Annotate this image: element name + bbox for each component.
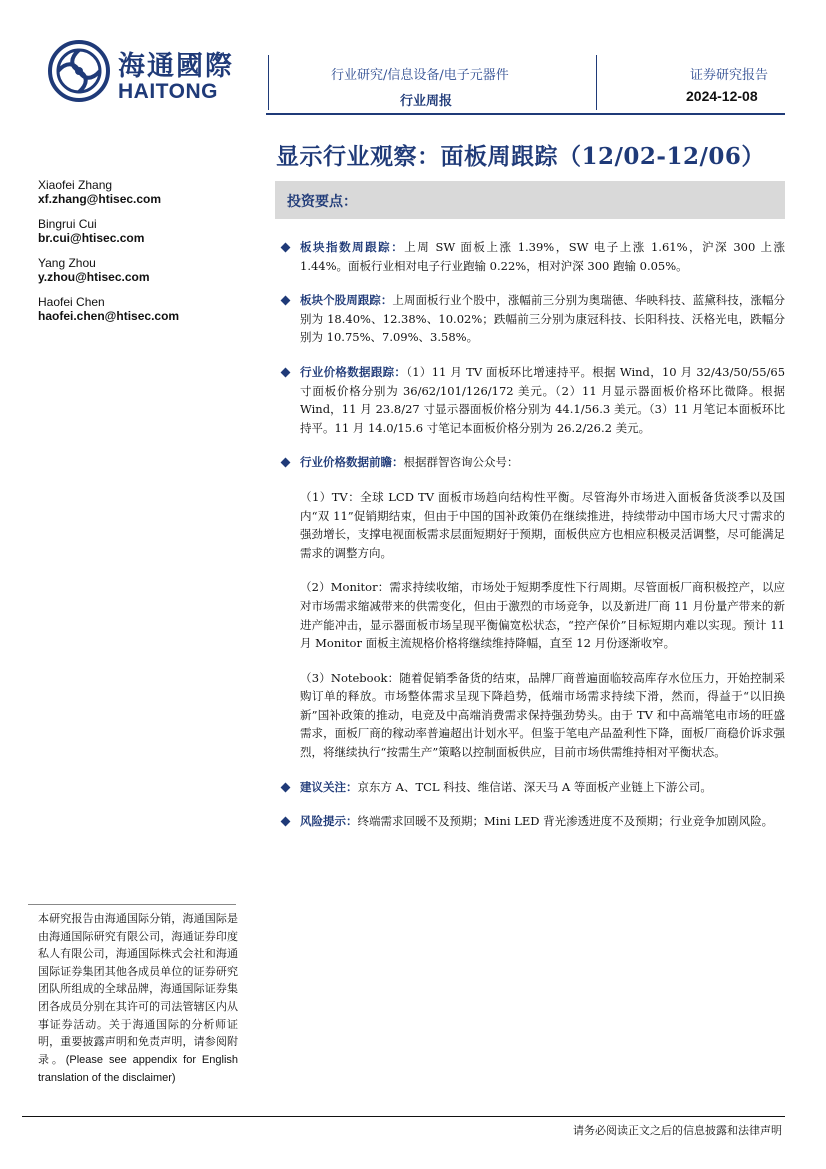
bullet-diamond-icon — [281, 243, 291, 253]
analyst-name: Haofei Chen — [38, 295, 105, 309]
header-rule — [266, 113, 785, 115]
logo-chinese-name: 海通國際 — [118, 51, 234, 82]
bullet-text: 根据群智咨询公众号： — [403, 455, 519, 470]
bullet-item — [275, 238, 785, 275]
analyst — [38, 178, 253, 206]
analyst-email[interactable]: br.cui@htisec.com — [38, 231, 145, 245]
forecast-paragraph-tv: （1）TV：全球 LCD TV 面板市场趋向结构性平衡。尽管海外市场进入面板备货淡季以及国内“双 11”促销期结束，但由于中国的国补政策仍在继续推进，持续带动中国市场大尺寸需求的强劲增长，支撑电视面板需求层面短期好于预期，面板供应方也相应积极灵活调整，尽可能满足需求的调整方向。 — [300, 489, 785, 560]
bullet-text: 终端需求回暖不及预期；Mini LED 背光渗透进度不及预期；行业竞争加剧风险。 — [357, 814, 774, 829]
key-points-body — [275, 238, 785, 847]
disclaimer-chinese: 本研究报告由海通国际分销，海通国际是由海通国际研究有限公司，海通证券印度私人有限公司，海通国际株式会社和海通国际证券集团其他各成员单位的证券研究团队所组成的全球品牌，海通国际证券集团各成员分别在其许可的司法管辖区内从事证券活动。关于海通国际的分析师证明，重要披露声明和免责声明，请参阅附录。 — [38, 912, 238, 1066]
forecast-paragraph-monitor: （2）Monitor：需求持续收缩，市场处于短期季度性下行周期。尽管面板厂商积极控产，以应对市场需求缩减带来的供需变化，但由于激烈的市场竞争，以及新进厂商 11 月份量产带来的新进产能冲击，显示器面板市场呈现平衡偏宽松状态，“控产保价”目标短期内难以实现。预计 11 月 Monitor 面板主流规格价格将继续维持降幅，直至 12 月份逐渐收窄。 — [300, 580, 785, 651]
analyst-name: Yang Zhou — [38, 256, 96, 270]
bullet-label: 行业价格数据跟踪： — [300, 364, 407, 379]
bullet-diamond-icon — [281, 458, 291, 468]
bullet-diamond-icon — [281, 817, 291, 827]
bullet-item — [275, 812, 785, 831]
forecast-paragraph-notebook: （3）Notebook：随着促销季备货的结束，品牌厂商普遍面临较高库存水位压力，开始控制采购订单的释放。市场整体需求呈现下降趋势，低端市场需求持续下滑，然而，得益于“以旧换新”国补政策的推动，电竞及中高端消费需求保持强劲势头。由于 TV 和中高端笔电市场的旺盛需求，面板厂商的稼动率普遍超出计划水平。但鉴于笔电产品盈利性下降，面板厂商稳价诉求强烈，将继续执行“按需生产”策略以控制面板供应，目前市场供需维持相对平衡状态。 — [300, 670, 785, 760]
bullet-diamond-icon — [281, 782, 291, 792]
key-points-title: 投资要点： — [287, 194, 357, 210]
haitong-logo-icon — [48, 40, 110, 102]
footer-notice: 请务必阅读正文之后的信息披露和法律声明 — [573, 1124, 782, 1137]
bullet-label: 行业价格数据前瞻： — [300, 455, 404, 470]
analyst-email[interactable]: xf.zhang@htisec.com — [38, 192, 162, 206]
bullet-item — [275, 778, 785, 797]
bullet-text: 上周 SW 面板上涨 1.39%，SW 电子上涨 1.61%，沪深 300 上涨 1.44%。面板行业相对电子行业跑输 0.22%，相对沪深 300 跑输 0.05%。 — [300, 240, 785, 273]
bullet-text: （1）11 月 TV 面板环比增速持平。根据 Wind，10 月 32/43/50/55/65 寸面板价格分别为 36/62/101/126/172 美元。（2）11 月显示器面板价格环比微降。根据 Wind，11 月 23.8/27 寸显示器面板价格分别为 44.1/56.3 美元。（3）11 月笔记本面板环比持平。11 月 14.0/15.6 寸笔记本面板价格分别为 26.2/26.2 美元。 — [300, 364, 786, 435]
bullet-label: 板块指数周跟踪： — [300, 240, 405, 254]
bullet-item — [275, 291, 785, 347]
analyst-email[interactable]: haofei.chen@htisec.com — [38, 309, 180, 323]
bullet-item — [275, 453, 785, 472]
bullet-label: 板块个股周跟踪： — [300, 293, 393, 308]
footer-rule — [22, 1116, 785, 1117]
disclaimer — [38, 910, 238, 1088]
analyst-name: Xiaofei Zhang — [38, 178, 113, 192]
bullet-item — [275, 363, 785, 437]
logo-english-name: HAITONG — [118, 80, 218, 103]
bullet-text: 上周面板行业个股中，涨幅前三分别为奥瑞德、华映科技、蓝黛科技，涨幅分别为 18.40%、12.38%、10.02%；跌幅前三分别为康冠科技、长阳科技、沃格光电，跌幅分别为 10.75%、7.09%、3.58%。 — [300, 293, 785, 345]
analyst — [38, 256, 253, 284]
analyst-email[interactable]: y.zhou@htisec.com — [38, 270, 150, 284]
report-type: 行业周报 — [400, 94, 453, 109]
bullet-label: 建议关注： — [300, 779, 358, 794]
disclaimer-rule — [28, 904, 236, 905]
report-label: 证券研究报告 — [690, 68, 769, 83]
analyst — [38, 295, 253, 323]
header-divider-left — [268, 55, 269, 110]
analyst-name: Bingrui Cui — [38, 217, 97, 231]
header-divider-right — [596, 55, 597, 110]
report-category: 行业研究/信息设备/电子元器件 — [331, 68, 509, 83]
analyst-list — [38, 178, 253, 334]
bullet-text: 京东方 A、TCL 科技、维信诺、深天马 A 等面板产业链上下游公司。 — [357, 779, 712, 794]
disclaimer-english: (Please see appendix for English translation of the disclaimer) — [38, 1053, 239, 1085]
bullet-diamond-icon — [281, 296, 291, 306]
analyst — [38, 217, 253, 245]
bullet-diamond-icon — [281, 368, 291, 378]
report-date: 2024-12-08 — [686, 88, 758, 104]
bullet-label: 风险提示： — [300, 814, 358, 829]
page-title: 显示行业观察：面板周跟踪（12/02-12/06） — [276, 143, 765, 170]
